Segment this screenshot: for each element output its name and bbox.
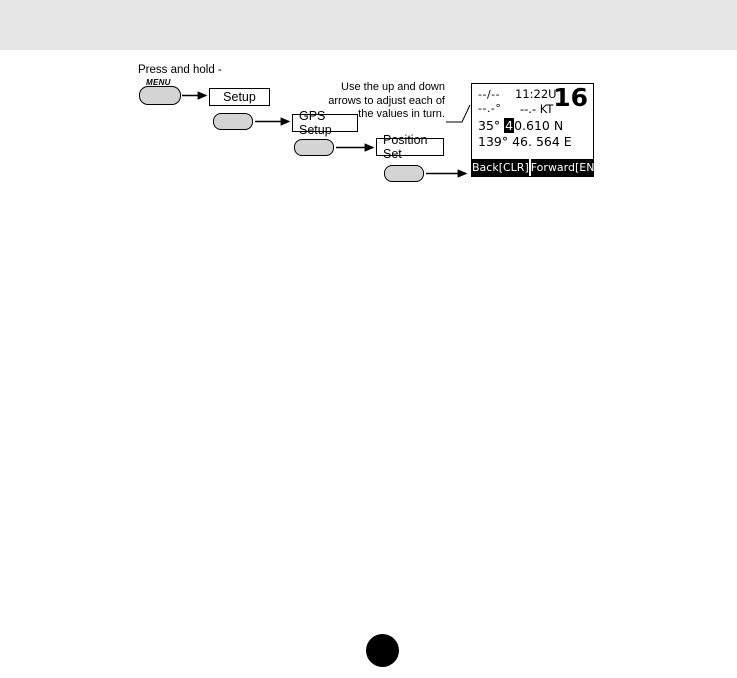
menu-item-gps-setup[interactable]: GPS Setup <box>292 114 358 132</box>
lcd-latitude-selected-digit[interactable]: 4 <box>505 118 514 133</box>
soft-key-setup[interactable] <box>213 113 253 130</box>
lcd-longitude[interactable] <box>478 134 572 149</box>
lcd-heading: --.-° <box>478 102 502 115</box>
menu-item-position-set[interactable]: Position Set <box>376 138 444 156</box>
menu-key-button[interactable] <box>139 86 181 105</box>
lcd-latitude-degrees: 35° <box>478 118 501 133</box>
softkey-forward[interactable]: Forward[ENT] <box>530 161 606 174</box>
lcd-content <box>472 84 593 154</box>
soft-key-gps-setup[interactable] <box>294 139 334 156</box>
menu-item-setup[interactable]: Setup <box>209 88 270 106</box>
lcd-time: 11:22U <box>515 87 557 101</box>
header-band <box>0 0 737 50</box>
lcd-latitude[interactable] <box>478 118 563 133</box>
lcd-channel-number: 16 <box>553 83 588 112</box>
menu-key-label: MENU <box>146 78 171 87</box>
lcd-longitude-degrees: 139° <box>478 134 509 149</box>
lcd-softkey-bar <box>472 159 606 176</box>
press-and-hold-caption: Press and hold - <box>138 64 222 76</box>
lcd-speed: --.- KT <box>520 102 554 116</box>
lcd-longitude-value: 46. 564 E <box>512 134 572 149</box>
lcd-display <box>471 83 606 177</box>
softkey-back[interactable]: Back[CLR] <box>472 161 529 174</box>
soft-key-position-set[interactable] <box>384 165 424 182</box>
page-number-badge <box>366 634 399 667</box>
lcd-position-line: --/-- <box>478 88 501 101</box>
annotation-text: Use the up and down arrows to adjust each of the values in turn. <box>328 81 445 120</box>
lcd-latitude-rest: 0.610 N <box>514 118 564 133</box>
